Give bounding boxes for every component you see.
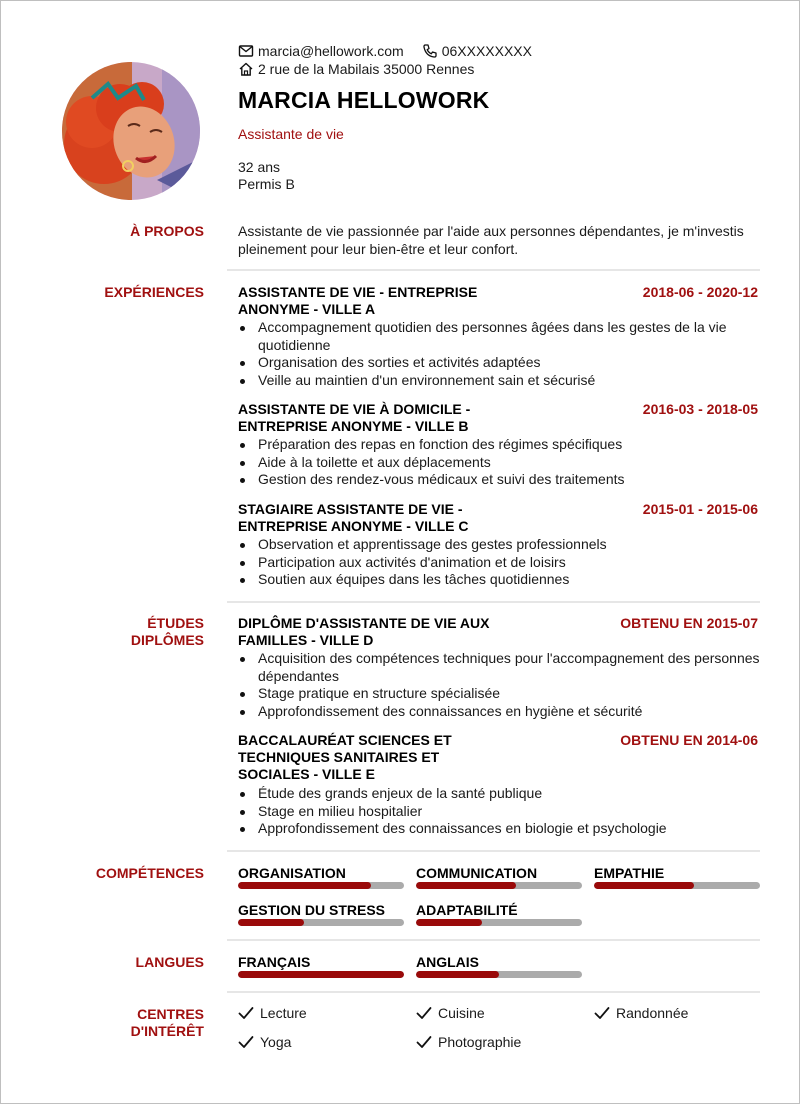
divider xyxy=(227,991,760,993)
interest-item: Photographie xyxy=(416,1034,521,1050)
checkmark-icon xyxy=(238,1006,254,1020)
interest-item: Lecture xyxy=(238,1005,307,1021)
interest-item: Cuisine xyxy=(416,1005,485,1021)
divider xyxy=(227,601,760,603)
section-title-education: ÉTUDES DIPLÔMES xyxy=(130,615,204,648)
list-item: Organisation des sorties et activités adaptées xyxy=(238,354,760,372)
divider xyxy=(227,850,760,852)
skill-item: ORGANISATION xyxy=(238,865,404,889)
job-title: Assistante de vie xyxy=(238,126,344,142)
divider xyxy=(227,269,760,271)
list-item: Approfondissement des connaissances en hygiène et sécurité xyxy=(238,703,760,721)
about-text: Assistante de vie passionnée par l'aide aux personnes dépendantes, je m'investis pleinement pour leur bien-être et leur confort. xyxy=(238,223,744,257)
list-item: Acquisition des compétences techniques pour l'accompagnement des personnes dépendantes xyxy=(238,650,760,685)
list-item: Aide à la toilette et aux déplacements xyxy=(238,454,760,472)
education-title: DIPLÔME D'ASSISTANTE DE VIE AUX FAMILLES - VILLE D xyxy=(238,615,490,648)
home-icon xyxy=(238,61,254,77)
skill-item: COMMUNICATION xyxy=(416,865,582,889)
age: 32 ans xyxy=(238,159,281,175)
phone-icon xyxy=(422,43,438,59)
education-date: OBTENU EN 2015-07 xyxy=(620,615,758,631)
list-item: Stage pratique en structure spécialisée xyxy=(238,685,760,703)
experience-bullets xyxy=(238,436,760,489)
education-bullets xyxy=(238,785,760,838)
education-date: OBTENU EN 2014-06 xyxy=(620,732,758,748)
section-title-skills: COMPÉTENCES xyxy=(95,865,204,881)
section-title-experience: EXPÉRIENCES xyxy=(104,284,204,300)
list-item: Approfondissement des connaissances en biologie et psychologie xyxy=(238,820,760,838)
education-title: BACCALAURÉAT SCIENCES ET TECHNIQUES SANITAIRES ET SOCIALES - VILLE E xyxy=(238,732,452,782)
checkmark-icon xyxy=(416,1035,432,1049)
experience-title: ASSISTANTE DE VIE - ENTREPRISE ANONYME - VILLE A xyxy=(238,284,478,317)
list-item: Stage en milieu hospitalier xyxy=(238,803,760,821)
profile-photo xyxy=(62,62,200,200)
experience-date: 2015-01 - 2015-06 xyxy=(642,501,758,517)
checkmark-icon xyxy=(416,1006,432,1020)
experience-title: ASSISTANTE DE VIE À DOMICILE - ENTREPRISE ANONYME - VILLE B xyxy=(238,401,471,434)
experience-title: STAGIAIRE ASSISTANTE DE VIE - ENTREPRISE ANONYME - VILLE C xyxy=(238,501,469,534)
list-item: Observation et apprentissage des gestes professionnels xyxy=(238,536,760,554)
list-item: Gestion des rendez-vous médicaux et suivi des traitements xyxy=(238,471,760,489)
interest-item: Randonnée xyxy=(594,1005,688,1021)
experience-bullets xyxy=(238,536,760,589)
skill-item: ADAPTABILITÉ xyxy=(416,902,582,926)
language-item: FRANÇAIS xyxy=(238,954,404,978)
list-item: Étude des grands enjeux de la santé publique xyxy=(238,785,760,803)
license: Permis B xyxy=(238,176,295,192)
section-title-languages: LANGUES xyxy=(135,954,204,970)
list-item: Accompagnement quotidien des personnes âgées dans les gestes de la vie quotidienne xyxy=(238,319,760,354)
list-item: Participation aux activités d'animation et de loisirs xyxy=(238,554,760,572)
email-text[interactable]: marcia@hellowork.com xyxy=(258,43,404,59)
skill-item: GESTION DU STRESS xyxy=(238,902,404,926)
education-bullets xyxy=(238,650,760,720)
address-text: 2 rue de la Mabilais 35000 Rennes xyxy=(258,61,475,77)
checkmark-icon xyxy=(594,1006,610,1020)
email-line xyxy=(238,42,532,60)
section-title-about: À PROPOS xyxy=(130,223,204,239)
experience-date: 2016-03 - 2018-05 xyxy=(642,401,758,417)
phone-text[interactable]: 06XXXXXXXX xyxy=(441,43,532,59)
list-item: Préparation des repas en fonction des régimes spécifiques xyxy=(238,436,760,454)
list-item: Veille au maintien d'un environnement sain et sécurisé xyxy=(238,372,760,390)
address-line xyxy=(238,60,474,78)
candidate-name: MARCIA HELLOWORK xyxy=(238,87,490,113)
skill-item: EMPATHIE xyxy=(594,865,760,889)
checkmark-icon xyxy=(238,1035,254,1049)
language-item: ANGLAIS xyxy=(416,954,582,978)
envelope-icon xyxy=(238,43,254,59)
divider xyxy=(227,939,760,941)
section-title-interests: CENTRES D'INTÉRÊT xyxy=(130,1006,204,1039)
experience-bullets xyxy=(238,319,760,389)
experience-date: 2018-06 - 2020-12 xyxy=(642,284,758,300)
interest-item: Yoga xyxy=(238,1034,291,1050)
list-item: Soutien aux équipes dans les tâches quotidiennes xyxy=(238,571,760,589)
